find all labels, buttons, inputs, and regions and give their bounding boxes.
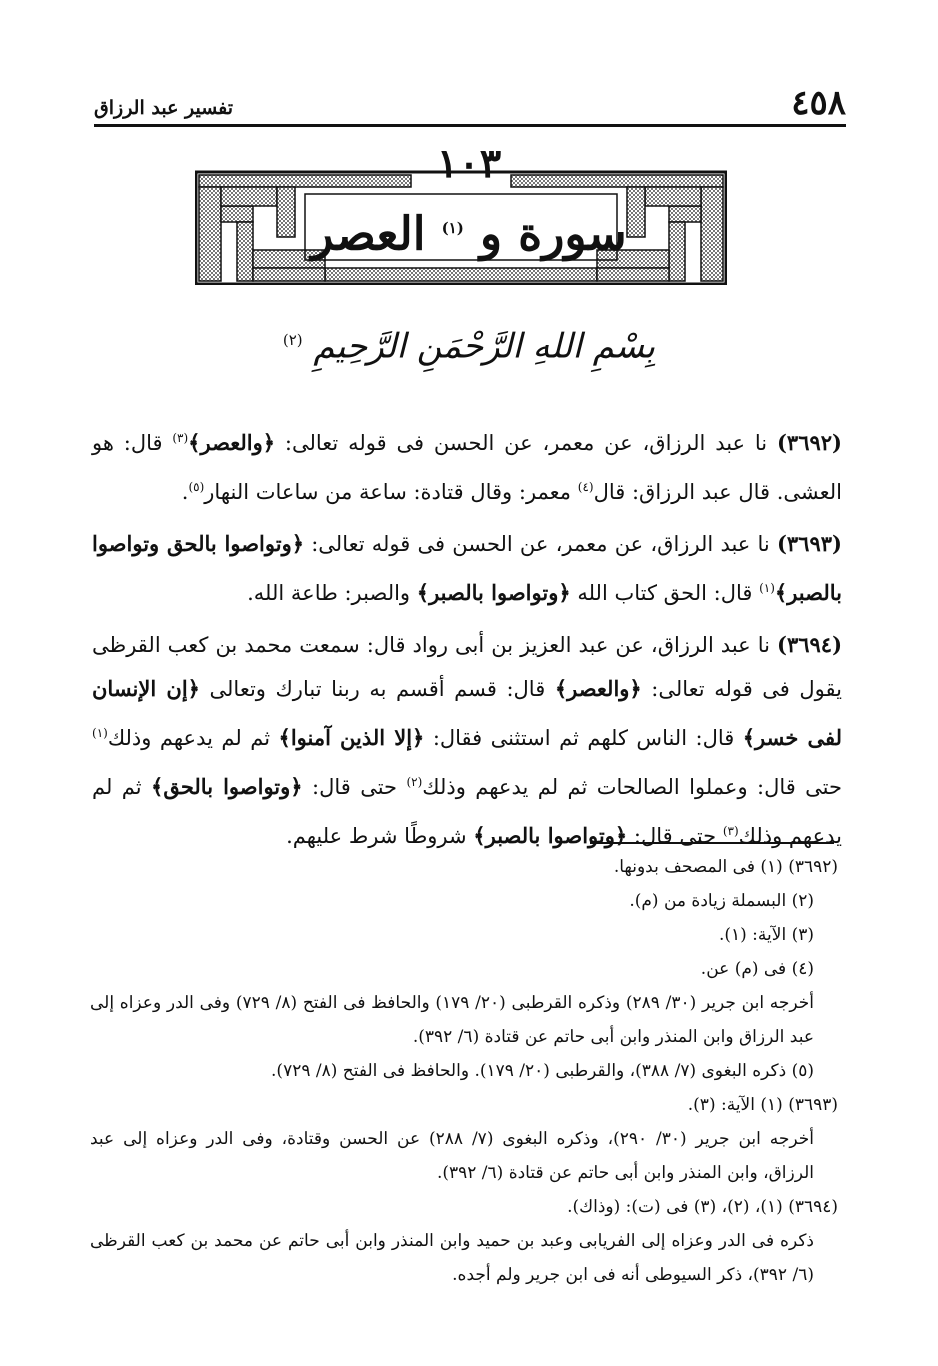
surah-number: ١٠٣ xyxy=(436,140,502,187)
footnote: (٣٦٩٣) (١) الآية: (٣). xyxy=(687,1095,838,1115)
text-segment: حتى قال: xyxy=(312,775,398,799)
note-ref: (٢) xyxy=(406,775,423,789)
quran-quote: ﴿وتواصوا بالحق﴾ xyxy=(151,774,303,799)
text-segment: ثم لم يدعهم وذلك xyxy=(92,775,842,848)
quran-quote: ﴿إن الإنسان لفى خسر﴾ xyxy=(92,676,842,750)
paragraph-3693 xyxy=(92,522,842,615)
text-segment: حتى قال: xyxy=(633,824,717,848)
note-ref: (٥) xyxy=(188,480,205,494)
paragraph-3694 xyxy=(92,623,842,858)
note-ref: (٣) xyxy=(722,824,739,838)
footnotes xyxy=(90,850,838,1292)
text-segment: قال: قسم أقسم به ربنا تبارك وتعالى xyxy=(209,677,546,701)
footnote: (٣٦٩٢) (١) فى المصحف بدونها. xyxy=(613,857,838,877)
quran-quote: ﴿إلا الذين آمنوا﴾ xyxy=(278,725,425,750)
text-segment: . xyxy=(181,480,189,504)
text-segment: ثم لم يدعهم وذلك xyxy=(107,726,271,750)
basmala-text: بِسْمِ اللهِ الرَّحْمَنِ الرَّحِيمِ xyxy=(313,326,656,367)
main-text xyxy=(92,416,842,866)
footnote: (٢) البسملة زيادة من (م). xyxy=(629,891,814,911)
surah-title-note: (١) xyxy=(441,219,464,237)
footnote: (٣٦٩٤) (١)، (٢)، (٣) فى (ت): (وذاك). xyxy=(567,1197,838,1217)
footnote-separator xyxy=(590,842,834,844)
text-segment: نا عبد الرزاق، عن معمر، عن الحسن فى قوله تعالى: xyxy=(311,532,770,556)
surah-title-part1: سورة و xyxy=(479,206,627,261)
hadith-number: (٣٦٩٢) xyxy=(776,430,842,455)
text-segment: شروطًا شرط عليهم. xyxy=(286,824,467,848)
surah-title-part2: العصر xyxy=(311,206,426,261)
text-segment: معمر: وقال قتادة: ساعة من ساعات النهار xyxy=(204,480,572,504)
quran-quote: ﴿وتواصوا بالصبر﴾ xyxy=(473,823,628,848)
note-ref: (٣) xyxy=(172,431,189,445)
quran-quote: ﴿وتواصوا بالصبر﴾ xyxy=(416,580,571,605)
page-number: ٤٥٨ xyxy=(791,83,846,123)
footnote: (٣) الآية: (١). xyxy=(718,925,814,945)
book-title: تفسير عبد الرزاق xyxy=(94,97,234,119)
quran-quote: ﴿والعصر﴾ xyxy=(554,676,642,701)
text-segment: نا عبد الرزاق، عن معمر، عن الحسن فى قوله تعالى: xyxy=(284,431,768,455)
paragraph-3692 xyxy=(92,416,842,514)
footnote: أخرجه ابن جرير (٣٠/ ٢٨٩) وذكره القرطبى (٢٠/ ١٧٩) والحافظ فى الفتح (٨/ ٧٢٩) وفى الدر وعزاه إلى عبد الرزاق وابن المنذر وابن أبى حاتم عن قتادة (٦/ ٣٩٢). xyxy=(90,993,815,1047)
note-ref: (٤) xyxy=(577,480,594,494)
text-segment: والصبر: طاعة الله. xyxy=(247,581,411,605)
basmala-note: (٢) xyxy=(282,331,303,349)
hadith-number: (٣٦٩٤) xyxy=(777,632,842,657)
page-header xyxy=(94,83,846,123)
quran-quote: ﴿والعصر﴾ xyxy=(188,430,276,455)
text-segment: قال: هو العشى. قال عبد الرزاق: قال xyxy=(92,431,842,504)
footnote: أخرجه ابن جرير (٣٠/ ٢٩٠)، وذكره البغوى (٧/ ٢٨٨) عن الحسن وقتادة، وفى الدر وعزاه إلى عبد الرزاق، وابن المنذر وابن أبى حاتم عن قتادة (٦/ ٣٩٢). xyxy=(90,1129,814,1183)
text-segment: قال: الناس كلهم ثم استثنى فقال: xyxy=(432,726,735,750)
text-segment: حتى قال: وعملوا الصالحات ثم لم يدعهم وذلك xyxy=(422,775,842,799)
note-ref: (١) xyxy=(92,726,108,740)
footnote: ذكره فى الدر وعزاه إلى الفريابى وعبد بن حميد وابن المنذر وابن أبى حاتم عن محمد بن كعب القرظى (٦/ ٣٩٢)، ذكر السيوطى أنه فى ابن جرير ولم أجده. xyxy=(90,1231,814,1285)
text-segment: قال: الحق كتاب الله xyxy=(577,581,753,605)
note-ref: (١) xyxy=(759,581,775,595)
quran-quote: ﴿وتواصوا بالحق وتواصوا بالصبر﴾ xyxy=(92,531,842,605)
header-rule xyxy=(94,124,846,127)
footnote: (٤) فى (م) عن. xyxy=(700,959,814,979)
footnote: (٥) ذكره البغوى (٧/ ٣٨٨)، والقرطبى (٢٠/ ١٧٩). والحافظ فى الفتح (٨/ ٧٢٩). xyxy=(271,1061,814,1081)
text-segment: نا عبد الرزاق، عن عبد العزيز بن أبى رواد قال: سمعت محمد بن كعب القرظى يقول فى قوله تعالى: xyxy=(92,633,842,701)
surah-title xyxy=(0,200,938,261)
hadith-number: (٣٦٩٣) xyxy=(776,531,842,556)
basmala xyxy=(0,318,938,368)
